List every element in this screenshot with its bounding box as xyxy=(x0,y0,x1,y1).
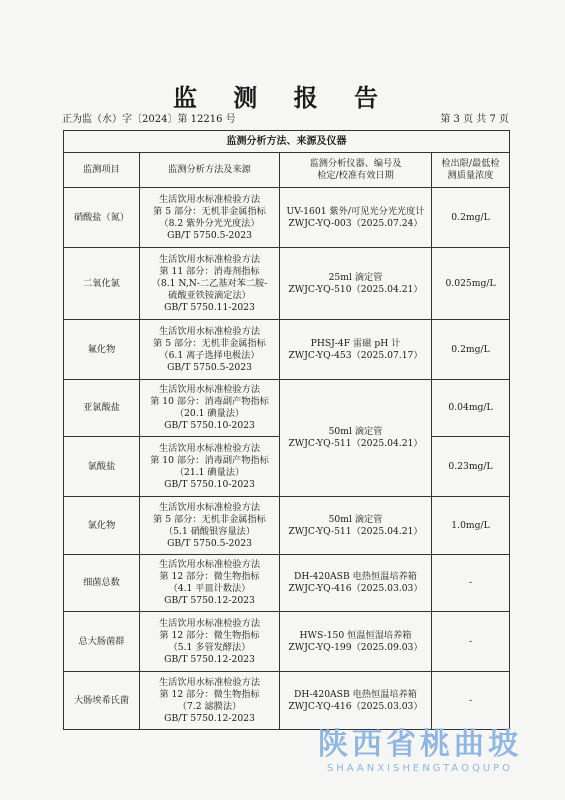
watermark xyxy=(285,727,555,774)
cell-method: 生活饮用水标准检验方法 第 11 部分：消毒剂指标 （8.1 N,N-二乙基对苯二胺- 硫酸亚铁铵滴定法） GB/T 5750.11-2023 xyxy=(140,248,280,320)
cell-instrument: 50ml 滴定管 ZWJC-YQ-511（2025.04.21） xyxy=(280,497,432,555)
cell-instrument: PHSJ-4F 雷磁 pH 计 ZWJC-YQ-453（2025.07.17） xyxy=(280,320,432,380)
header-method: 监测分析方法及来源 xyxy=(140,153,280,188)
cell-method: 生活饮用水标准检验方法 第 10 部分：消毒副产物指标 （21.1 碘量法） GB/T 5750.10-2023 xyxy=(140,437,280,497)
cell-instrument: UV-1601 紫外/可见光分光光度计 ZWJC-YQ-003（2025.07.24） xyxy=(280,188,432,248)
cell-item: 氯化物 xyxy=(64,497,140,555)
cell-method: 生活饮用水标准检验方法 第 12 部分：微生物指标 （5.1 多管发酵法） GB/T 5750.12-2023 xyxy=(140,612,280,672)
table-row xyxy=(64,320,510,380)
cell-method: 生活饮用水标准检验方法 第 5 部分：无机非金属指标 （8.2 紫外分光光度法） GB/T 5750.5-2023 xyxy=(140,188,280,248)
header-instrument: 监测分析仪器、编号及 检定/校准有效日期 xyxy=(280,153,432,188)
report-number: 正为监（水）字〔2024〕第 12216 号 xyxy=(62,114,236,125)
cell-limit: 1.0mg/L xyxy=(432,497,510,555)
cell-instrument: DH-420ASB 电热恒温培养箱 ZWJC-YQ-416（2025.03.03） xyxy=(280,555,432,612)
cell-item: 硝酸盐（氮） xyxy=(64,188,140,248)
cell-item: 细菌总数 xyxy=(64,555,140,612)
cell-item: 亚氯酸盐 xyxy=(64,380,140,437)
cell-item: 氟化物 xyxy=(64,320,140,380)
table-row xyxy=(64,497,510,555)
cell-item: 二氧化氯 xyxy=(64,248,140,320)
cell-limit: 0.2mg/L xyxy=(432,188,510,248)
cell-limit: - xyxy=(432,555,510,612)
cell-item: 氯酸盐 xyxy=(64,437,140,497)
table-header-row xyxy=(64,153,510,188)
table-row xyxy=(64,555,510,612)
report-title: 监 测 报 告 xyxy=(172,83,393,112)
cell-item: 大肠埃希氏菌 xyxy=(64,672,140,730)
table-row xyxy=(64,248,510,320)
table-row xyxy=(64,188,510,248)
cell-instrument: 25ml 滴定管 ZWJC-YQ-510（2025.04.21） xyxy=(280,248,432,320)
header-item: 监测项目 xyxy=(64,153,140,188)
cell-limit: 0.04mg/L xyxy=(432,380,510,437)
table-caption: 监测分析方法、来源及仪器 xyxy=(64,131,510,153)
cell-limit: 0.025mg/L xyxy=(432,248,510,320)
cell-instrument: HWS-150 恒温恒湿培养箱 ZWJC-YQ-199（2025.09.03） xyxy=(280,612,432,672)
table-row xyxy=(64,672,510,730)
cell-method: 生活饮用水标准检验方法 第 5 部分：无机非金属指标 （5.1 硝酸银容量法） GB/T 5750.5-2023 xyxy=(140,497,280,555)
cell-limit: - xyxy=(432,672,510,730)
cell-method: 生活饮用水标准检验方法 第 12 部分：微生物指标 （4.1 平皿计数法） GB/T 5750.12-2023 xyxy=(140,555,280,612)
watermark-en: SHAANXISHENGTAOQUPO xyxy=(326,763,514,774)
page-info: 第 3 页 共 7 页 xyxy=(440,114,509,125)
cell-method: 生活饮用水标准检验方法 第 10 部分：消毒副产物指标 （20.1 碘量法） GB/T 5750.10-2023 xyxy=(140,380,280,437)
cell-limit: 0.23mg/L xyxy=(432,437,510,497)
cell-limit: - xyxy=(432,612,510,672)
watermark-cn: 陕西省桃曲坡 xyxy=(318,727,522,762)
cell-limit: 0.2mg/L xyxy=(432,320,510,380)
header-limit: 检出限/最低检 测质量浓度 xyxy=(432,153,510,188)
cell-instrument: DH-420ASB 电热恒温培养箱 ZWJC-YQ-416（2025.03.03） xyxy=(280,672,432,730)
cell-method: 生活饮用水标准检验方法 第 5 部分：无机非金属指标 （6.1 离子选择电极法） GB/T 5750.5-2023 xyxy=(140,320,280,380)
cell-method: 生活饮用水标准检验方法 第 12 部分：微生物指标 （7.2 滤膜法） GB/T 5750.12-2023 xyxy=(140,672,280,730)
table-row xyxy=(64,612,510,672)
cell-instrument: 50ml 滴定管 ZWJC-YQ-511（2025.04.21） xyxy=(280,380,432,497)
cell-item: 总大肠菌群 xyxy=(64,612,140,672)
methods-table xyxy=(63,130,510,730)
table-row xyxy=(64,380,510,437)
